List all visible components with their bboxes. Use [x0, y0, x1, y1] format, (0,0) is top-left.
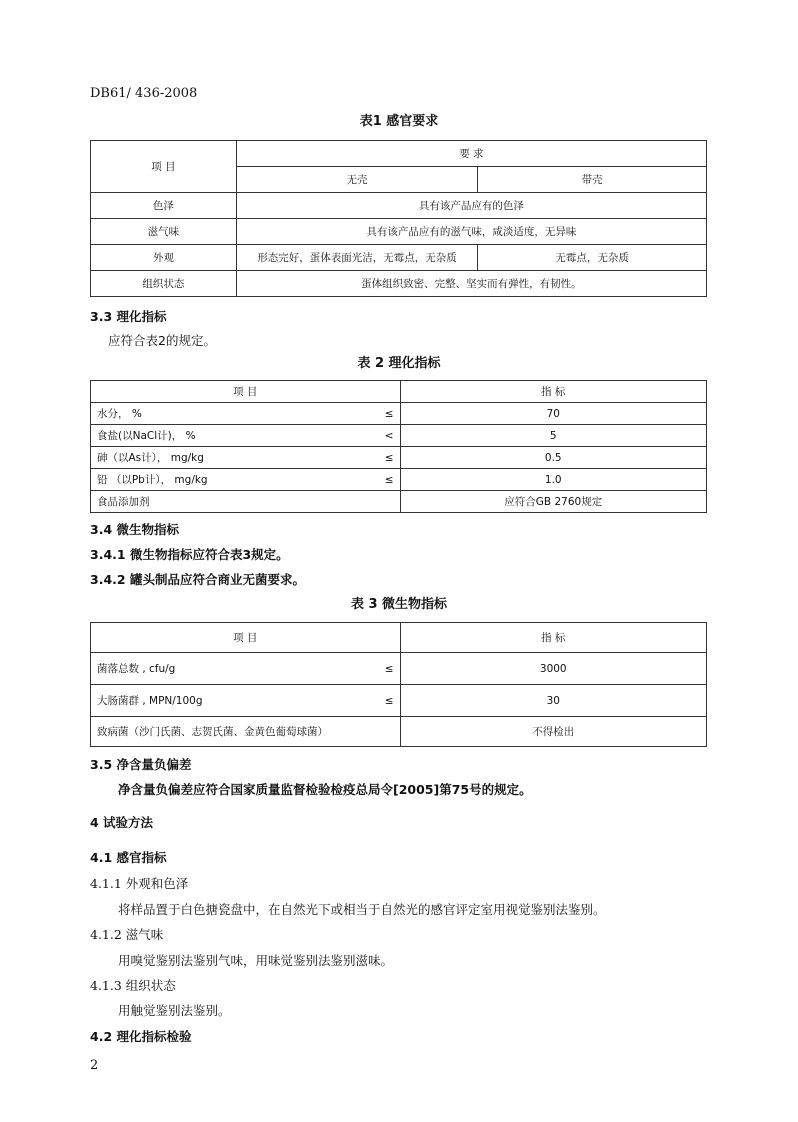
table1-caption: 表1 感官要求 [359, 114, 439, 129]
table-row [91, 685, 707, 717]
table2-cell-symbol [323, 491, 400, 513]
table2-cell-value: 应符合GB 2760规定 [400, 491, 706, 513]
table1-header-requirement: 要 求 [236, 141, 706, 167]
table3-cell-value: 3000 [400, 653, 706, 685]
table-row [91, 403, 707, 425]
table3-cell-item: 致病菌（沙门氏菌、志贺氏菌、金黄色葡萄球菌） [91, 717, 401, 747]
table2-cell-value: 70 [400, 403, 706, 425]
table2-cell-value: 5 [400, 425, 706, 447]
section-3-3-text: 应符合表2的规定。 [108, 333, 216, 348]
section-3-3-title: 3.3 理化指标 [90, 309, 167, 324]
table3-cell-value: 不得检出 [400, 717, 706, 747]
table1-cell-shell: 无霉点，无杂质 [478, 245, 707, 271]
page-number: 2 [90, 1058, 99, 1073]
table1-cell-value: 具有该产品应有的滋气味，咸淡适度，无异味 [236, 219, 706, 245]
table2-cell-symbol: ≤ [323, 447, 400, 469]
section-3-4-2-text: 3.4.2 罐头制品应符合商业无菌要求。 [90, 572, 305, 587]
section-4-1-title: 4.1 感官指标 [90, 850, 167, 865]
table-row [91, 219, 707, 245]
section-3-4-title: 3.4 微生物指标 [90, 522, 179, 537]
table2-cell-item: 水分， % [91, 403, 324, 425]
section-4-1-1-title: 4.1.1 外观和色泽 [90, 876, 189, 891]
table3-header-item: 项 目 [91, 623, 401, 653]
section-4-1-3-text: 用触觉鉴别法鉴别。 [118, 1003, 231, 1018]
table2-header-item: 项 目 [91, 381, 401, 403]
table-row [91, 193, 707, 219]
table1-cell-item: 组织状态 [91, 271, 237, 297]
table3-cell-item: 大肠菌群 , MPN/100g [91, 685, 325, 717]
table1-cell-item: 滋气味 [91, 219, 237, 245]
table3-cell-value: 30 [400, 685, 706, 717]
section-4-title: 4 试验方法 [90, 815, 154, 830]
table2-header-value: 指 标 [400, 381, 706, 403]
table1-cell-item: 色泽 [91, 193, 237, 219]
table2-cell-item: 砷（以As计）， mg/kg [91, 447, 324, 469]
table3 [90, 622, 707, 747]
table1-subheader-shell: 带壳 [478, 167, 707, 193]
table2-cell-symbol: ≤ [323, 469, 400, 491]
table2-cell-item: 铅 （以Pb计）， mg/kg [91, 469, 324, 491]
section-3-4-1-text: 3.4.1 微生物指标应符合表3规定。 [90, 547, 289, 562]
table2-cell-value: 0.5 [400, 447, 706, 469]
table1-cell-item: 外观 [91, 245, 237, 271]
table-row [91, 653, 707, 685]
table3-header-value: 指 标 [400, 623, 706, 653]
section-4-1-3-title: 4.1.3 组织状态 [90, 978, 176, 993]
document-code: DB61/ 436-2008 [90, 86, 198, 101]
table-row [91, 717, 707, 747]
table-row [91, 469, 707, 491]
table2-cell-item: 食品添加剂 [91, 491, 324, 513]
table2-cell-symbol: < [323, 425, 400, 447]
table-row [91, 271, 707, 297]
section-3-5-title: 3.5 净含量负偏差 [90, 757, 192, 772]
section-4-2-title: 4.2 理化指标检验 [90, 1029, 192, 1044]
table3-cell-symbol: ≤ [324, 653, 400, 685]
table2 [90, 380, 707, 513]
table2-cell-value: 1.0 [400, 469, 706, 491]
table1 [90, 140, 707, 297]
table3-cell-item: 菌落总数 , cfu/g [91, 653, 325, 685]
table3-caption: 表 3 微生物指标 [350, 597, 448, 612]
table1-header-item: 项 目 [91, 141, 237, 193]
table3-cell-symbol: ≤ [324, 685, 400, 717]
table1-subheader-no-shell: 无壳 [236, 167, 478, 193]
table-row [91, 425, 707, 447]
section-4-1-2-text: 用嗅觉鉴别法鉴别气味，用味觉鉴别法鉴别滋味。 [118, 953, 394, 968]
table2-cell-item: 食盐(以NaCl计)， % [91, 425, 324, 447]
table2-cell-symbol: ≤ [323, 403, 400, 425]
table2-caption: 表 2 理化指标 [357, 356, 441, 371]
table1-cell-no-shell: 形态完好，蛋体表面光洁，无霉点，无杂质 [236, 245, 478, 271]
section-3-5-text: 净含量负偏差应符合国家质量监督检验检疫总局令[2005]第75号的规定。 [118, 782, 532, 797]
table-row [91, 245, 707, 271]
table1-cell-value: 具有该产品应有的色泽 [236, 193, 706, 219]
section-4-1-2-title: 4.1.2 滋气味 [90, 927, 164, 942]
table-row [91, 447, 707, 469]
section-4-1-1-text: 将样品置于白色搪瓷盘中，在自然光下或相当于自然光的感官评定室用视觉鉴别法鉴别。 [118, 902, 606, 917]
table1-cell-value: 蛋体组织致密、完整、坚实而有弹性，有韧性。 [236, 271, 706, 297]
table-row [91, 491, 707, 513]
